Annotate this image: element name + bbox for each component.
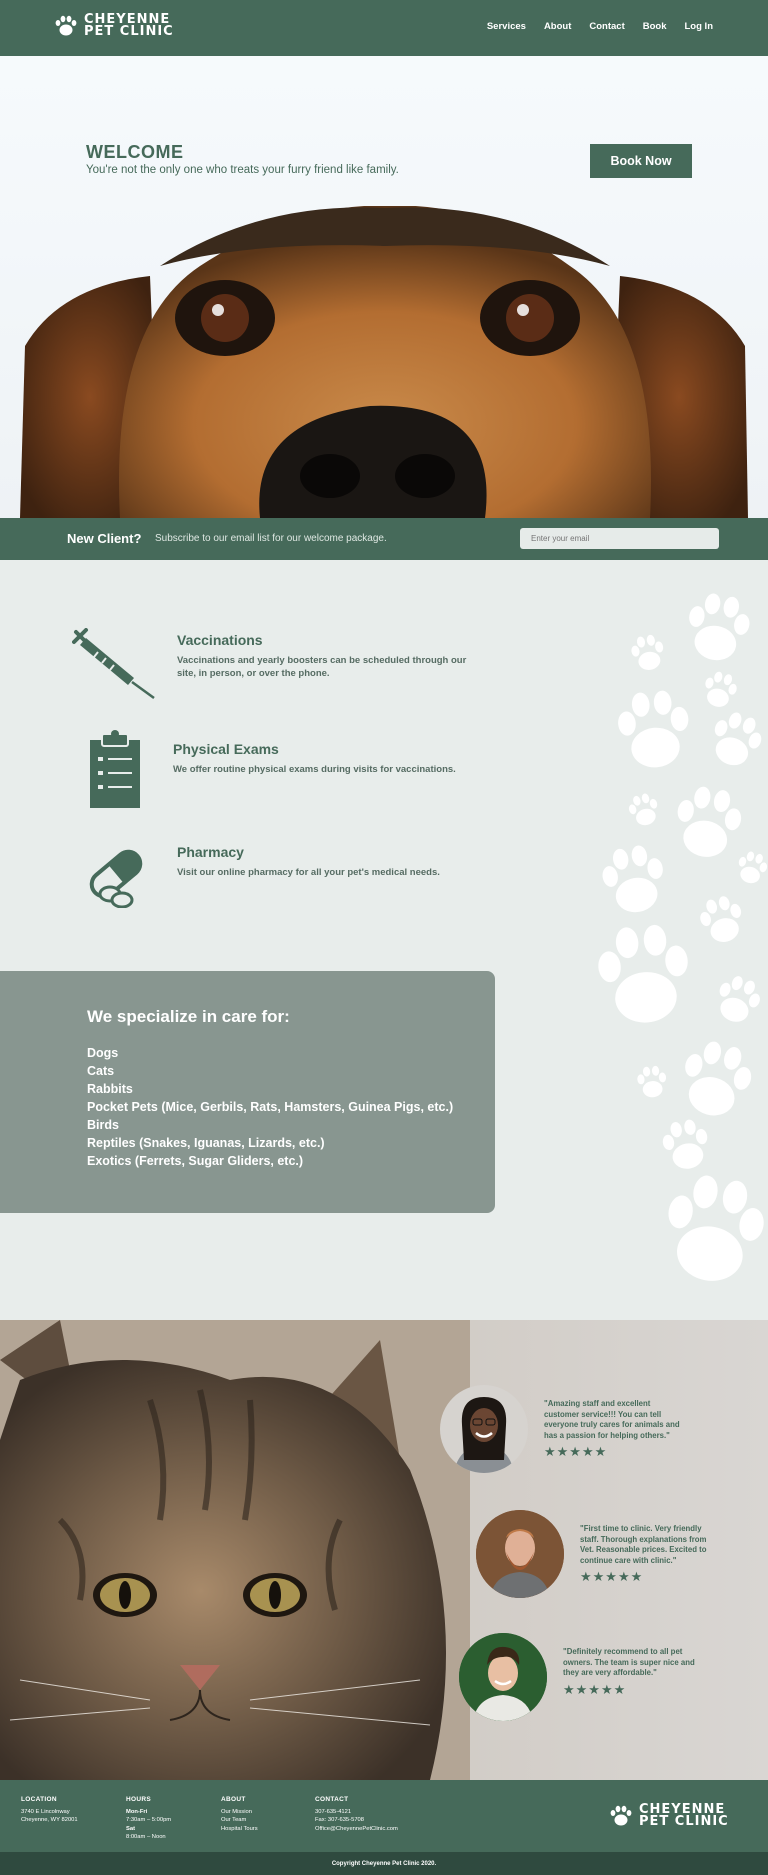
specialize-panel (0, 971, 495, 1213)
service-physical-exams (173, 741, 473, 776)
list-item: Reptiles (Snakes, Iguanas, Lizards, etc.) (87, 1136, 325, 1150)
footer-heading: CONTACT (315, 1796, 349, 1803)
avatar (459, 1633, 547, 1721)
list-item: Cats (87, 1064, 115, 1078)
person-icon (440, 1385, 528, 1473)
person-icon (476, 1510, 564, 1598)
address-line: Cheyenne, WY 82001 (21, 1817, 78, 1823)
service-title: Vaccinations (177, 632, 263, 648)
specialize-title: We specialize in care for: (87, 1007, 290, 1026)
paw-logo-icon (54, 14, 78, 38)
footer-heading: LOCATION (21, 1796, 57, 1803)
footer-heading: HOURS (126, 1796, 151, 1803)
person-icon (459, 1633, 547, 1721)
logo[interactable] (54, 14, 174, 38)
nav-about[interactable]: About (543, 21, 572, 32)
footer-location (21, 1796, 78, 1825)
testimonial-quote: "Amazing staff and excellent customer service!!! You can tell everyone truly cares for animals and has a passion for helping others." (544, 1399, 680, 1440)
list-item: Rabbits (87, 1082, 133, 1096)
testimonial-quote: "Definitely recommend to all pet owners. The team is super nice and they are very affordable." (563, 1647, 695, 1677)
testimonial-quote: "First time to clinic. Very friendly staff. Thorough explanations from Vet. Reasonable prices. Excited to continue care with clinic." (580, 1524, 707, 1565)
email-link[interactable]: Office@CheyennePetClinic.com (315, 1825, 398, 1832)
avatar (440, 1385, 528, 1473)
footer-link-tours[interactable]: Hospital Tours (221, 1825, 258, 1832)
footer-hours (126, 1796, 171, 1842)
specialize-list (87, 1044, 453, 1170)
footer-link-mission[interactable]: Our Mission (221, 1808, 252, 1815)
nav-services[interactable]: Services (486, 21, 526, 32)
list-item: Birds (87, 1118, 119, 1132)
footer-link-team[interactable]: Our Team (221, 1817, 247, 1823)
cat-photo (0, 1320, 470, 1780)
testimonials-section (0, 1320, 768, 1780)
star-rating: ★★★★★ (563, 1681, 627, 1697)
newsletter-bar (0, 518, 768, 560)
list-item: Dogs (87, 1046, 119, 1060)
testimonial-3 (459, 1633, 703, 1721)
hero-section (0, 56, 768, 518)
hours-day: Sat (126, 1825, 136, 1832)
footer-contact (315, 1796, 398, 1833)
paw-prints-decoration (596, 590, 768, 1290)
service-desc: Vaccinations and yearly boosters can be scheduled through our site, in person, or over the phone. (177, 655, 467, 679)
site-footer (0, 1780, 768, 1852)
dog-photo (0, 206, 768, 518)
phone-number: 307-635-4121 (315, 1808, 352, 1815)
syringe-icon (72, 628, 158, 700)
service-desc: We offer routine physical exams during visits for vaccinations. (173, 764, 456, 775)
nav-book[interactable]: Book (642, 21, 667, 32)
site-header (0, 0, 768, 56)
email-input[interactable] (520, 528, 719, 549)
footer-about (221, 1796, 258, 1833)
nav-contact[interactable]: Contact (589, 21, 625, 32)
welcome-title: WELCOME (86, 142, 184, 162)
testimonial-1 (440, 1385, 684, 1473)
service-title: Pharmacy (177, 844, 244, 860)
nav-login[interactable]: Log In (684, 21, 713, 32)
clipboard-icon (88, 730, 142, 810)
footer-heading: ABOUT (221, 1796, 246, 1803)
address-line: 3740 E Lincolnway (21, 1808, 70, 1815)
service-title: Physical Exams (173, 741, 279, 757)
star-rating: ★★★★★ (544, 1444, 608, 1459)
pills-icon (84, 846, 148, 908)
fax-number: Fax: 307-635-5708 (315, 1817, 364, 1823)
logo-line2: PET CLINIC (84, 24, 174, 39)
footer-logo[interactable] (609, 1804, 729, 1828)
paw-logo-icon (609, 1804, 633, 1828)
new-client-text: Subscribe to our email list for our welcome package. (155, 533, 387, 544)
logo-line1: CHEYENNE (84, 12, 171, 27)
book-now-button[interactable]: Book Now (590, 144, 692, 178)
star-rating: ★★★★★ (580, 1569, 644, 1584)
hours-time: 8:00am – Noon (126, 1834, 166, 1840)
hours-time: 7:30am – 5:00pm (126, 1817, 172, 1823)
hours-day: Mon-Fri (126, 1808, 148, 1815)
service-pharmacy (177, 844, 477, 879)
new-client-title: New Client? (67, 531, 142, 546)
list-item: Pocket Pets (Mice, Gerbils, Rats, Hamsters, Guinea Pigs, etc.) (87, 1100, 454, 1114)
service-vaccinations (177, 632, 472, 680)
testimonial-2 (476, 1510, 720, 1598)
main-nav (487, 21, 713, 32)
logo-line2: PET CLINIC (639, 1814, 729, 1829)
welcome-subtitle: You're not the only one who treats your furry friend like family. (86, 164, 399, 176)
list-item: Exotics (Ferrets, Sugar Gliders, etc.) (87, 1154, 304, 1168)
avatar (476, 1510, 564, 1598)
logo-line1: CHEYENNE (639, 1802, 726, 1817)
copyright: Copyright Cheyenne Pet Clinic 2020. (0, 1852, 768, 1875)
service-desc: Visit our online pharmacy for all your pet's medical needs. (177, 867, 440, 878)
